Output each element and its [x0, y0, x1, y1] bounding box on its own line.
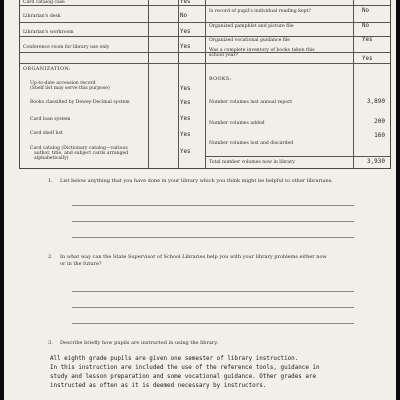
row-label: Conference room for library use only — [23, 45, 110, 50]
answer-line — [72, 221, 354, 222]
row-divider — [20, 52, 390, 53]
volume-count: 3,930 — [366, 158, 385, 165]
question-text-continued: or in the future? — [60, 261, 102, 267]
answer-value: Yes — [180, 0, 191, 5]
row-divider — [20, 36, 390, 37]
question-text: List below anything that you have done in your library which you think might be helpful to other librarians. — [60, 178, 333, 184]
volume-count: 3,890 — [366, 98, 385, 105]
form-table — [19, 0, 391, 169]
row-label: Number volumes last annual report — [209, 100, 293, 105]
row-label: Card loan system — [30, 117, 71, 122]
answer-value: No — [362, 8, 369, 14]
answer-line — [72, 205, 354, 206]
row-label: Books classified by Dewey-Decimal system — [30, 100, 130, 105]
answer-value: Yes — [180, 44, 191, 50]
survey-form-page — [4, 0, 396, 400]
row-label: Number volumes lost and discarded — [209, 141, 294, 146]
row-sublabel: (Shelf list may serve this purpose) — [30, 86, 110, 91]
question-number: 3. — [48, 340, 53, 346]
row-label: Organized pamphlet and picture file — [209, 24, 294, 29]
row-divider — [20, 5, 390, 6]
answer-line — [72, 323, 354, 324]
question-number: 2. — [48, 254, 53, 260]
answer-text-line: All eighth grade pupils are given one semester of library instruction. — [50, 356, 299, 362]
row-label: Librarian's desk — [23, 14, 61, 19]
row-label: Was a complete inventory of books taken this — [209, 48, 315, 53]
books-heading: BOOKS: — [209, 76, 232, 82]
answer-value: No — [180, 13, 187, 19]
row-label: Card catalog (Dictionary catalog—various — [30, 146, 128, 151]
column-divider — [148, 0, 149, 168]
column-divider — [353, 0, 354, 168]
answer-text-line: study and lesson preparation and some vocational guidance. Other grades are — [50, 374, 316, 380]
answer-value: Yes — [180, 132, 191, 138]
row-label: Card catalog case — [23, 0, 65, 5]
answer-line — [72, 307, 354, 308]
answer-value: Yes — [180, 86, 191, 92]
answer-value: No — [362, 23, 369, 29]
column-divider — [178, 0, 179, 168]
volume-count: 200 — [374, 118, 385, 125]
answer-line — [72, 291, 354, 292]
row-label: Card shelf list — [30, 131, 63, 136]
answer-value: Yes — [180, 100, 191, 106]
row-label: Up-to-date accession record — [30, 81, 96, 86]
row-sublabel: author, title, and subject cards arranged alphabetically) — [34, 151, 129, 162]
row-sublabel: school year? — [209, 53, 239, 58]
row-label: Total number volumes now in library — [209, 160, 295, 165]
answer-value: Yes — [180, 149, 191, 155]
answer-text-line: In this instruction are included the use of the reference tools, guidance in — [50, 365, 320, 371]
volume-count: 160 — [374, 132, 385, 139]
answer-value: Yes — [362, 37, 373, 43]
question-number: 1. — [48, 178, 53, 184]
row-label: Is record of pupil's individual reading kept? — [209, 9, 311, 14]
row-label: Organized vocational guidance file — [209, 38, 290, 43]
answer-value: Yes — [180, 29, 191, 35]
row-label: Librarian's workroom — [23, 30, 74, 35]
answer-value: Yes — [362, 56, 373, 62]
answer-text-line: instructed as often as it is deemed necessary by instructors. — [50, 383, 267, 389]
row-label: Number volumes added — [209, 121, 265, 126]
total-divider — [205, 156, 390, 157]
answer-line — [72, 237, 354, 238]
row-divider — [20, 22, 390, 23]
organization-heading: ORGANIZATION: — [23, 66, 71, 72]
center-divider — [205, 0, 206, 168]
question-text: In what way can the State Supervisor of School Libraries help you with your library problems either now — [60, 254, 327, 260]
answer-value: Yes — [180, 116, 191, 122]
section-divider — [20, 63, 390, 64]
question-text: Describe briefly how pupils are instructed in using the library. — [60, 340, 219, 346]
